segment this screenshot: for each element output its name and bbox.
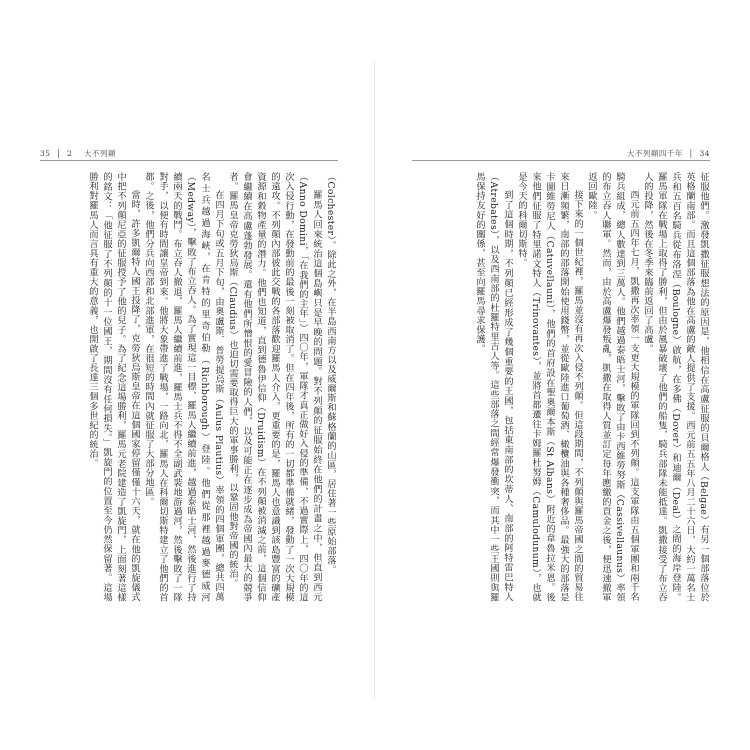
right-paragraph: 接下來的一個世紀裡，羅馬並沒有再次入侵不列顛。但這段期間，不列顛與羅馬帝國之間的貿易往來日漸頻繁，南部的部落開始使用錢幣，並從歐陸進口葡萄酒、橄欖油與各種奢侈品。最強大的部落是卡圖維勞尼人（Catuvellauni），他們的首府設在聖奧爾本斯（St Albans）附近的韋魯拉米恩。後來他們征服了特里諾文特人（Trinovantes），並將首都遷往卡姆羅杜努姆（Camulodunum），也就是今天的科爾切斯特。: [516, 172, 583, 602]
right-paragraph: 到了這個時期，不列顛已經形成了幾個重要的王國，包括東南部的坎蒂人、南部的阿特雷巴特人（Atrebates），以及西南部的杜羅特里吉人等。這些部落之間經常爆發衝突，而其中一些王國則與羅馬保持友好的關係，甚至向羅馬尋求保護。: [474, 172, 513, 602]
left-chapter-number: 2: [67, 149, 73, 158]
left-header-rule: [40, 160, 338, 161]
left-page-number: 35: [40, 149, 51, 158]
left-chapter-title: 大不列顛: [83, 149, 116, 158]
right-paragraph: 征服他們。激發凱撒征服想法的原因是，他相信在高盧征服的貝爾格人（Belgae）有另一個部落位於英格蘭南部。而且這個部落為他在高盧的敵人提供了支援。西元前五五年八月二十六日，大約一萬名士兵和五百名騎兵從布洛涅（Boulogne）啟航，在多佛（Dover）和迪爾（Deal）之間的海岸登陸。羅馬軍隊在戰場上取得了勝利，但由於風暴破壞了他們的船隻，騎兵部隊未能抵達。凱撒接受了布立吞人的投降，然後在冬季來臨前返回了高盧。: [642, 172, 709, 602]
right-page-header: 大不列顛四千年 │ 34: [626, 149, 710, 158]
left-paragraph: （Colchester）。除此之外，在半島西南方以及威爾斯和蘇格蘭的山區，居住著一些原始部落。: [325, 172, 336, 575]
right-page: [375, 0, 750, 750]
right-book-title: 大不列顛四千年: [626, 149, 683, 158]
left-paragraph: 羅馬人回來統治這個島嶼只是早晚的問題。對不列顛的征服始終在他們的計畫之中，但直到西元（Anno Domini，「在我們的主年」）四〇年，軍隊才真正做好入侵的準備，不過實際上，四〇年的這次入侵行動，在發動前的最後一刻被取消了。但在四年後，所有的一切都準備就緒，發動了一次大規模的遠攻。不列顛內部彼此交戰的各部落歡迎羅馬人介入，更重要的是，羅馬人也意識到該島豐富的礦產資源和穀物產量的潛力。他們也知道，直到德魯伊信仰（Druidism）在不列顛被消滅之前，這個信仰會繼續在高盧蓬勃發展。還有他們所憎恨的愛冒險的人們，以及可能正在逐步成為帝國內最大的競爭者。羅馬皇帝克勞狄烏斯（Claudius）也迫切需要取得巨大的軍事勝利，以鞏固他對帝國的統治。: [227, 172, 322, 602]
left-text-block: [42, 172, 337, 602]
left-paragraph: 當時，許多凱爾特人國王投降了，克勞狄烏斯皇帝在這個國家停留僅僅十六天，就在他的凱旋儀式中把不列顛尼亞的征服授予了他的兒子。為了紀念這場勝利，羅馬元老院建造了凱旋門，上面刻著這樣的銘文：「他征服了不列顛的十一位國王，期間沒有任何損失。」凱旋門的位置至今仍然保留著。這場勝利對羅馬人而言具有重大的意義，也開啟了長達三個多世紀的統治。: [87, 172, 140, 602]
left-page-header: 35 │ 2 大不列顛: [40, 149, 116, 158]
left-paragraph: 在四月下旬或五月下旬，由奧盧斯．普勞提烏斯（Aulus Plautius）率領的四個軍團，總共四萬名士兵越過海峽，在肯特的里奇伯勒（Richborough）登陸。他們從那裡越過麥德威河（Medway），擊敗了布立吞人。為了實現這一目標，羅馬人繼續前進，越過泰晤士河，然後進行了持續兩天的戰鬥。布立吞人撤退，羅馬人繼續前進，羅馬士兵不得不全副武裝地游過河，然後擊敗了一隊對手，以便有時間讓皇帝到來。他將大象帶進了戰場，一路向北，羅馬人在科爾切斯特建立了他們的首都。之後，他們分兵向西部和北部進軍，在很短的時間內就征服了大部分地區。: [143, 172, 224, 602]
right-page-number: 34: [699, 149, 710, 158]
right-paragraph: 西元前五四年七月，凱撒再次率領一支更大規模的軍隊回到不列顛。這支軍隊由五個軍團和兩千名騎兵組成，總人數達到三萬人。他們越過泰晤士河，擊敗了由卡西維勞努斯（Cassivellaunus）率領的布立吞人聯軍。然而，由於高盧爆發叛亂，凱撒在取得人質並訂定每年應繳的貢金之後，便迅速撤軍返回歐陸。: [586, 172, 639, 602]
right-text-block: [412, 172, 710, 602]
right-header-rule: [412, 160, 710, 161]
